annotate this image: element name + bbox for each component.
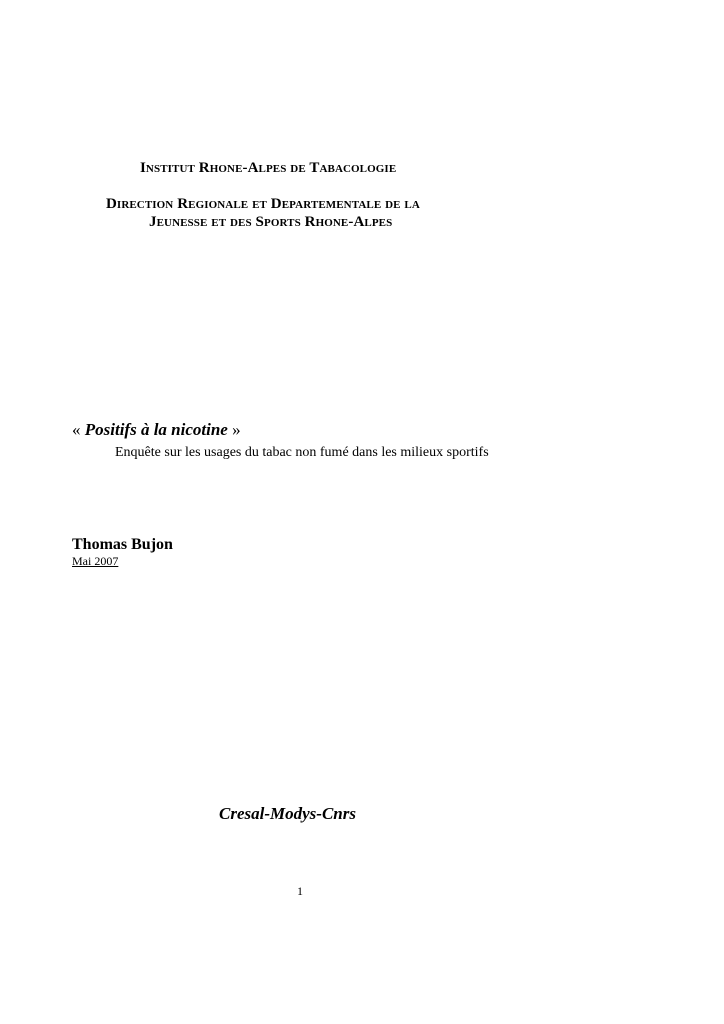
document-title <box>72 420 241 440</box>
title-close-quote: » <box>232 420 241 439</box>
author-name: Thomas Bujon <box>72 536 173 553</box>
title-open-quote: « <box>72 420 81 439</box>
organization-name: Cresal-Modys-Cnrs <box>219 804 356 823</box>
direction-heading-line1: Direction Regionale et Departementale de la <box>106 196 420 212</box>
direction-heading-line2: Jeunesse et des Sports Rhone-Alpes <box>149 214 393 230</box>
document-subtitle: Enquête sur les usages du tabac non fumé dans les milieux sportifs <box>115 445 489 460</box>
publication-date: Mai 2007 <box>72 554 119 568</box>
page-number: 1 <box>297 884 303 898</box>
title-text: Positifs à la nicotine <box>84 420 228 439</box>
institute-heading: Institut Rhone-Alpes de Tabacologie <box>140 160 397 176</box>
